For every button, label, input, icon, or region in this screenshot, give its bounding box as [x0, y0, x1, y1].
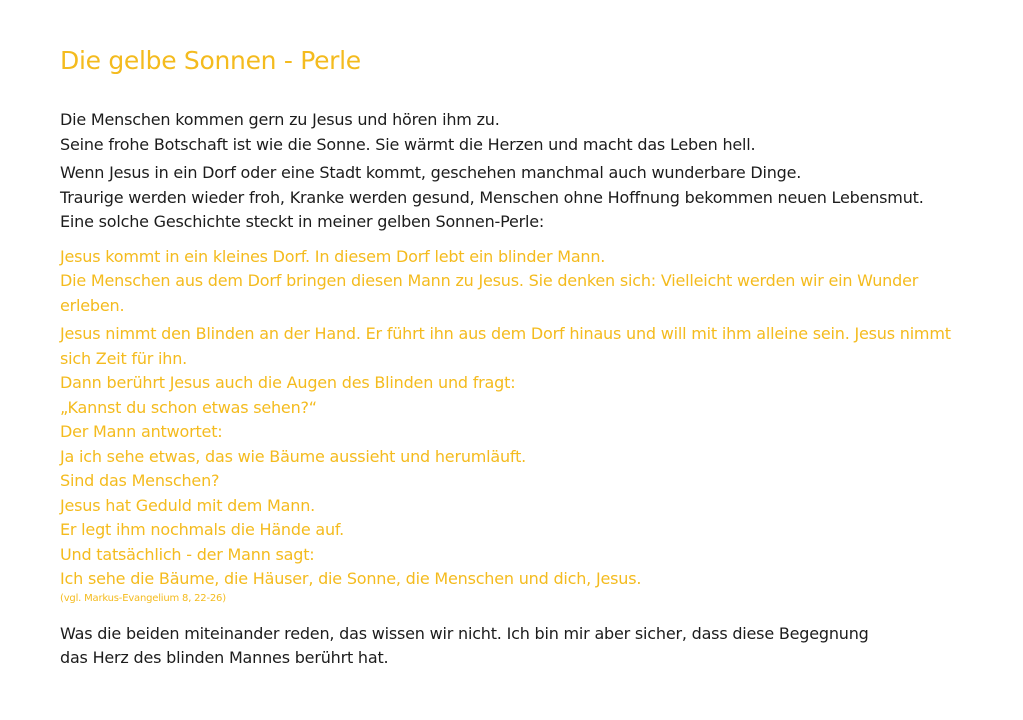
story2-line-7: Jesus hat Geduld mit dem Mann.	[60, 495, 316, 515]
context-line-1: Wenn Jesus in ein Dorf oder eine Stadt kommt, geschehen manchmal auch wunderbare Dinge.	[60, 163, 802, 182]
story2-line-1: Jesus nimmt den Blinden an der Hand. Er führt ihn aus dem Dorf hinaus und will mit ihm alleine sein. Jesus nimmt sich Zeit für ihn.	[60, 324, 951, 368]
context-line-2: Traurige werden wieder froh, Kranke werden gesund, Menschen ohne Hoffnung bekommen neuen Lebensmut.	[60, 187, 924, 207]
story-paragraph-1	[60, 245, 980, 319]
context-line-3: Eine solche Geschichte steckt in meiner gelben Sonnen-Perle:	[60, 212, 545, 231]
bible-reference: (vgl. Markus-Evangelium 8, 22-26)	[60, 592, 226, 604]
story2-line-3: „Kannst du schon etwas sehen?“	[60, 397, 317, 417]
story2-line-2: Dann berührt Jesus auch die Augen des Blinden und fragt:	[60, 373, 516, 392]
story2-line-4: Der Mann antwortet:	[60, 422, 223, 441]
story2-line-5: Ja ich sehe etwas, das wie Bäume aussieht und herumläuft.	[60, 446, 527, 466]
story-paragraph-2	[60, 322, 980, 606]
story1-line-1: Jesus kommt in ein kleines Dorf. In diesem Dorf lebt ein blinder Mann.	[60, 246, 606, 266]
intro-line-2: Seine frohe Botschaft ist wie die Sonne. Sie wärmt die Herzen und macht das Leben hell.	[60, 134, 756, 154]
document-page	[60, 44, 980, 671]
context-paragraph	[60, 161, 980, 235]
intro-line-1: Die Menschen kommen gern zu Jesus und hören ihm zu.	[60, 110, 500, 129]
story1-line-2: Die Menschen aus dem Dorf bringen diesen Mann zu Jesus. Sie denken sich: Vielleicht werden wir ein Wunder erleben.	[60, 271, 919, 315]
story2-line-9: Und tatsächlich - der Mann sagt:	[60, 544, 315, 564]
closing-paragraph	[60, 622, 980, 671]
story2-line-8: Er legt ihm nochmals die Hände auf.	[60, 520, 345, 539]
closing-line-2: das Herz des blinden Mannes berührt hat.	[60, 648, 389, 667]
story2-line-6: Sind das Menschen?	[60, 471, 220, 490]
intro-paragraph	[60, 108, 980, 157]
page-title: Die gelbe Sonnen - Perle	[60, 46, 361, 75]
closing-line-1: Was die beiden miteinander reden, das wissen wir nicht. Ich bin mir aber sicher, dass diese Begegnung	[60, 623, 869, 643]
story2-line-10: Ich sehe die Bäume, die Häuser, die Sonne, die Menschen und dich, Jesus.	[60, 569, 642, 588]
